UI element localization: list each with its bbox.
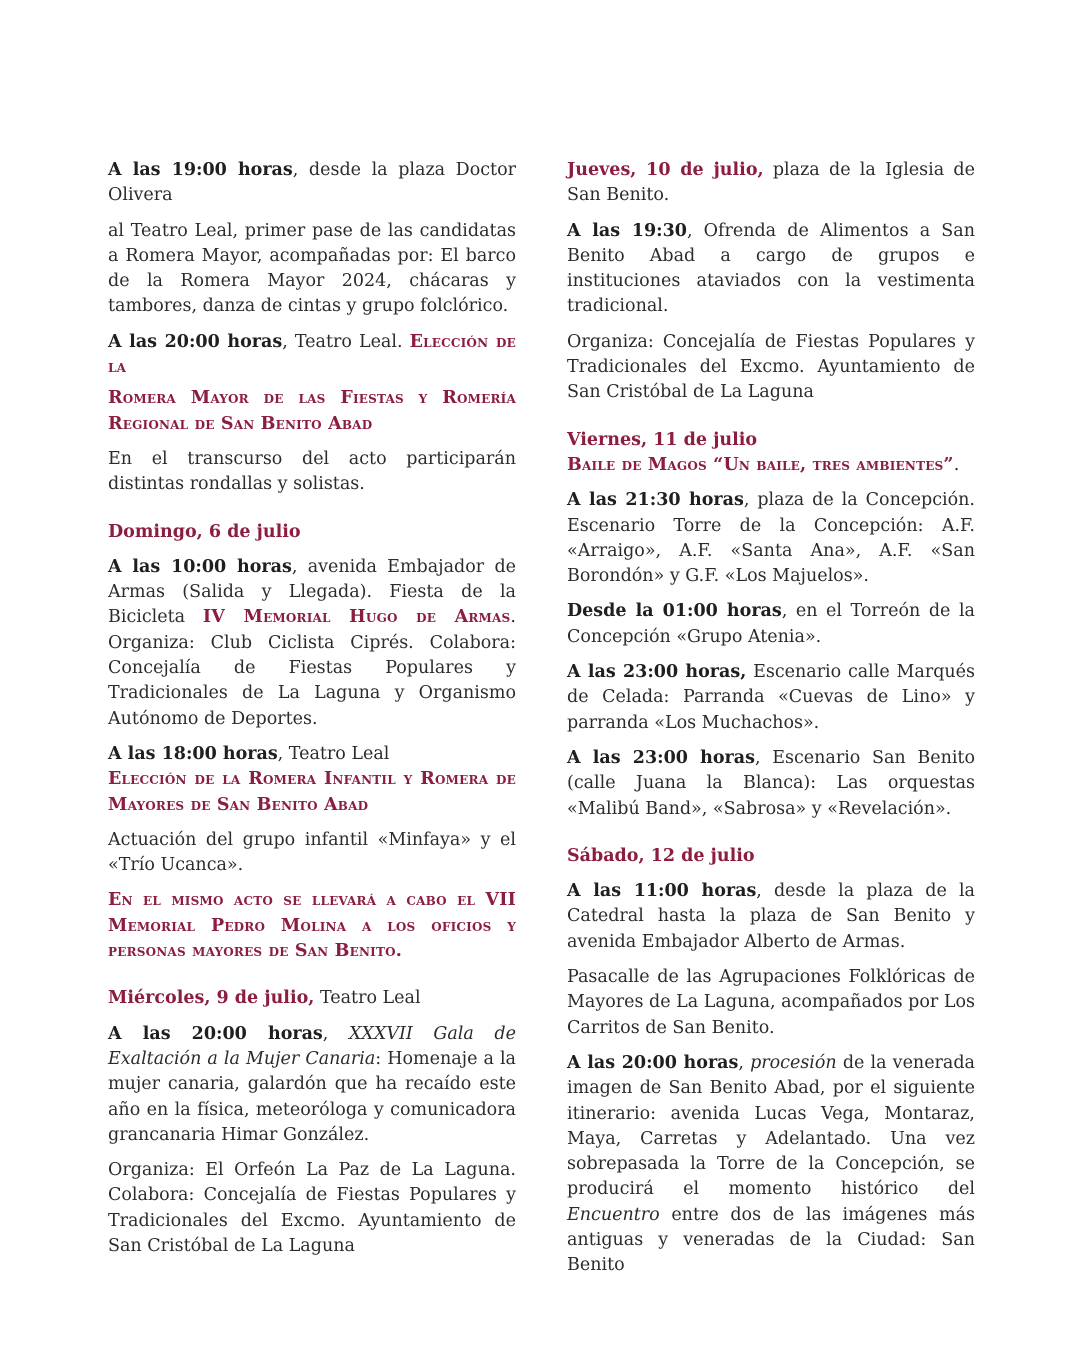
event-time: A las 20:00 horas [108,1023,323,1044]
paragraph: A las 20:00 horas, XXXVII Gala de Exaltación a la Mujer Canaria: Homenaje a la mujer canaria, galardón que ha recaído este año en la física, meteoróloga y comunicadora grancanaria Himar González. [108,1023,516,1145]
paragraph: Baile de Magos “Un baile, tres ambientes”. [567,454,960,475]
paragraph: Desde la 01:00 horas, en el Torreón de la Concepción «Grupo Atenia». [567,601,975,647]
event-time: A las 11:00 horas [567,881,757,902]
event-title: En el mismo acto se llevará a cabo el VII Memorial Pedro Molina a los oficios y personas mayores de San Benito. [108,890,516,962]
paragraph: A las 19:00 horas, desde la plaza Doctor Olivera [108,160,516,206]
event-title: XXXVII Gala de Exaltación a la Mujer Canaria [108,1023,516,1069]
paragraph: Actuación del grupo infantil «Minfaya» y el «Trío Ucanca». [108,829,516,876]
paragraph: A las 19:30, Ofrenda de Alimentos a San Benito Abad a cargo de grupos e instituciones ataviados con la vestimenta tradicional. [567,220,975,317]
event-time: A las 18:00 horas [108,743,278,764]
event-time: A las 19:30 [567,220,687,241]
day-heading-miercoles: Miércoles, 9 de julio, Teatro Leal [108,988,421,1009]
event-time: Desde la 01:00 horas [567,601,782,622]
paragraph: al Teatro Leal, primer pase de las candidatas a Romera Mayor, acompañadas por: El barco de la Romera Mayor 2024, chácaras y tambores, danza de cintas y grupo folclórico. [108,220,516,317]
event-time: A las 19:00 horas [108,160,293,180]
event-title: IV Memorial Hugo de Armas [202,607,511,628]
day-heading-viernes: Viernes, 11 de julio [567,429,758,450]
event-time: A las 20:00 horas [567,1052,739,1073]
paragraph: Organiza: El Orfeón La Paz de La Laguna. Colabora: Concejalía de Fiestas Populares y Tradicionales del Excmo. Ayuntamiento de San Cristóbal de La Laguna [108,1160,516,1256]
event-time: A las 23:00 horas [567,747,755,768]
day-heading-sabado: Sábado, 12 de julio [567,845,755,866]
event-title: Romera Mayor de las Fiestas y Romería Regional de San Benito Abad [108,388,516,434]
event-title: Elección de la Romera Infantil y Romera de Mayores de San Benito Abad [108,769,516,815]
day-heading-domingo: Domingo, 6 de julio [108,521,301,542]
event-time: A las 23:00 horas, [567,662,747,683]
paragraph: Pasacalle de las Agrupaciones Folklóricas de Mayores de La Laguna, acompañados por Los Carritos de San Benito. [567,967,975,1038]
right-column [567,158,975,1289]
paragraph: A las 20:00 horas, procesión de la venerada imagen de San Benito Abad, por el siguiente itinerario: avenida Lucas Vega, Montaraz, Maya, Carretas y Adelantado. Una vez sobrepasada la Torre de la Concepción, se producirá el momento histórico del Encuentro entre dos de las imágenes más antiguas y veneradas de la Ciudad: San Benito [567,1052,975,1276]
paragraph: En el transcurso del acto participarán distintas rondallas y solistas. [108,448,516,495]
event-time: A las 10:00 horas [108,556,292,577]
paragraph: A las 10:00 horas, avenida Embajador de Armas (Salida y Llegada). Fiesta de la Bicicleta IV Memorial Hugo de Armas. Organiza: Club Ciclista Ciprés. Colabora: Concejalía de Fiestas Populares y Tradicionales de La Laguna y Organismo Autónomo de Deportes. [108,556,516,729]
paragraph: A las 23:00 horas, Escenario San Benito (calle Juana la Blanca): Las orquestas «Malibú Band», «Sabrosa» y «Revelación». [567,747,976,819]
paragraph: A las 18:00 horas, Teatro Leal [108,743,390,764]
left-column [108,158,516,1269]
paragraph: A las 21:30 horas, plaza de la Concepción. Escenario Torre de la Concepción: A.F. «Arraigo», A.F. «Santa Ana», A.F. «San Borondón» y G.F. «Los Majuelos». [567,490,975,587]
paragraph: A las 11:00 horas, desde la plaza de la Catedral hasta la plaza de San Benito y avenida Embajador Alberto de Armas. [567,881,975,952]
paragraph: A las 23:00 horas, Escenario calle Marqués de Celada: Parranda «Cuevas de Lino» y parranda «Los Muchachos». [567,662,975,733]
day-heading-jueves: Jueves, 10 de julio, plaza de la Iglesia de San Benito. [567,160,975,206]
paragraph: A las 20:00 horas, Teatro Leal. Elección de la [108,331,517,378]
event-time: A las 21:30 horas [567,490,744,511]
paragraph: Organiza: Concejalía de Fiestas Populares y Tradicionales del Excmo. Ayuntamiento de San Cristóbal de La Laguna [567,331,975,403]
event-title: Baile de Magos “Un baile, tres ambientes” [567,454,954,475]
event-time: A las 20:00 horas [108,331,283,352]
event-title: Elección de la [108,331,517,378]
